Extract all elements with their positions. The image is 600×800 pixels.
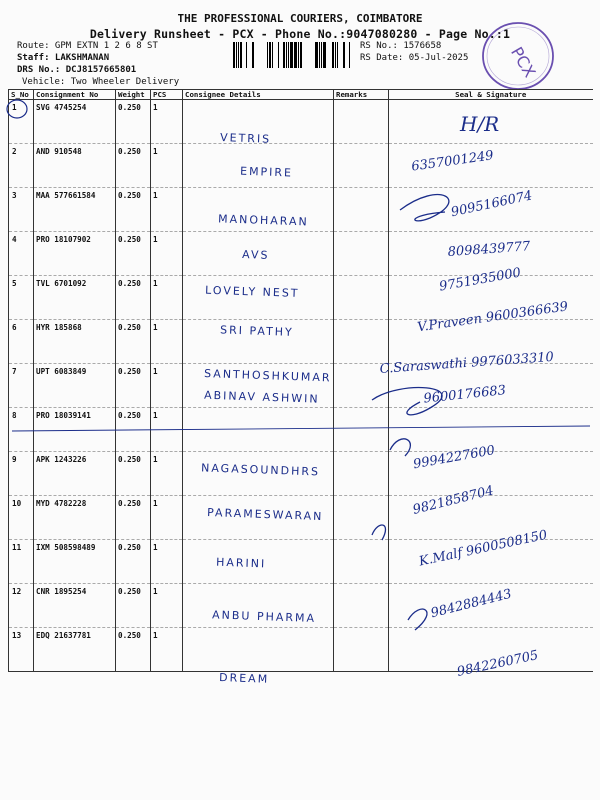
barcode-bar xyxy=(335,42,336,68)
handwritten-signature: H/R xyxy=(460,112,500,136)
col-signature: Seal & Signature xyxy=(389,90,593,100)
rs-date: RS Date: 05-Jul-2025 xyxy=(360,53,469,63)
cell-remarks xyxy=(334,188,389,232)
handwritten-consignee: HARINI xyxy=(215,555,267,571)
cell-consignment: MYD 4782228 xyxy=(34,496,116,540)
cell-sno: 11 xyxy=(9,540,34,584)
cell-sno: 12 xyxy=(9,584,34,628)
cell-weight: 0.250 xyxy=(116,540,151,584)
handwritten-signature: 9821858704 xyxy=(411,483,496,518)
handwritten-consignee: LOVELY NEST xyxy=(204,283,300,300)
cell-consignee xyxy=(183,584,334,628)
cell-signature xyxy=(389,320,593,364)
cell-sno: 6 xyxy=(9,320,34,364)
handwritten-consignee: SANTHOSHKUMAR xyxy=(203,367,332,385)
cell-remarks xyxy=(334,232,389,276)
barcode-bar xyxy=(349,42,350,68)
barcode-bar xyxy=(246,42,247,68)
handwritten-consignee: MANOHARAN xyxy=(217,212,309,229)
table-row xyxy=(9,100,593,144)
handwritten-consignee: ANBU PHARMA xyxy=(211,608,317,625)
cell-consignee xyxy=(183,320,334,364)
handwritten-signature: 9842260705 xyxy=(455,648,540,680)
table-row xyxy=(9,232,593,276)
table-row xyxy=(9,188,593,232)
stamp-text: PCX xyxy=(507,43,540,81)
cell-pcs: 1 xyxy=(151,540,183,584)
handwritten-consignee: ABINAV ASHWIN xyxy=(203,388,320,406)
cell-consignee xyxy=(183,496,334,540)
staff-info: Staff: LAKSHMANAN xyxy=(17,53,110,63)
cell-weight: 0.250 xyxy=(116,496,151,540)
barcode-bar xyxy=(283,42,285,68)
cell-consignment: HYR 185868 xyxy=(34,320,116,364)
handwritten-signature: C.Saraswathi 9976033310 xyxy=(379,349,555,377)
barcode-bar xyxy=(267,42,268,68)
cell-weight: 0.250 xyxy=(116,276,151,320)
col-remarks: Remarks xyxy=(334,90,389,100)
barcode-bar xyxy=(288,42,289,68)
drs-info: DRS No.: DCJ8157665801 xyxy=(17,65,137,75)
company-title: THE PROFESSIONAL COURIERS, COIMBATORE xyxy=(177,12,423,25)
cell-sno: 5 xyxy=(9,276,34,320)
cell-remarks xyxy=(334,584,389,628)
barcode-bar xyxy=(343,42,345,68)
cell-weight: 0.250 xyxy=(116,408,151,452)
barcode-bar xyxy=(300,42,302,68)
cell-consignee xyxy=(183,276,334,320)
cell-signature xyxy=(389,628,593,672)
barcode-bar xyxy=(290,42,293,68)
cell-pcs: 1 xyxy=(151,496,183,540)
handwritten-consignee: DREAM xyxy=(218,671,270,686)
barcode-bar xyxy=(252,42,254,68)
barcode-bar xyxy=(332,42,334,68)
handwritten-signature: V.Praveen 9600366639 xyxy=(416,299,569,336)
cell-signature xyxy=(389,144,593,188)
cell-consignment: PRO 18039141 xyxy=(34,408,116,452)
cell-consignee xyxy=(183,364,334,408)
barcode-bar xyxy=(238,42,239,68)
runsheet-table xyxy=(8,89,593,672)
barcode-image xyxy=(230,42,356,68)
rs-number: RS No.: 1576658 xyxy=(360,41,442,51)
cell-pcs: 1 xyxy=(151,232,183,276)
barcode-bar xyxy=(315,42,318,68)
cell-pcs: 1 xyxy=(151,364,183,408)
cell-consignment: IXM 508598489 xyxy=(34,540,116,584)
cell-signature xyxy=(389,452,593,496)
cell-sno: 10 xyxy=(9,496,34,540)
cell-weight: 0.250 xyxy=(116,628,151,672)
cell-sno: 8 xyxy=(9,408,34,452)
handwritten-signature: 9842884443 xyxy=(429,586,514,622)
cell-signature xyxy=(389,408,593,452)
table-row xyxy=(9,408,593,452)
cell-consignee xyxy=(183,628,334,672)
cell-weight: 0.250 xyxy=(116,320,151,364)
barcode-bar xyxy=(298,42,299,68)
cell-consignee xyxy=(183,188,334,232)
barcode-bar xyxy=(321,42,322,68)
cell-pcs: 1 xyxy=(151,628,183,672)
cell-remarks xyxy=(334,276,389,320)
handwritten-signature: 9600176683 xyxy=(422,383,507,407)
cell-signature xyxy=(389,100,593,144)
cell-weight: 0.250 xyxy=(116,100,151,144)
cell-weight: 0.250 xyxy=(116,188,151,232)
cell-consignee xyxy=(183,144,334,188)
col-consignment: Consignment No xyxy=(34,90,116,100)
handwritten-consignee: SRI PATHY xyxy=(219,323,294,339)
barcode-bar xyxy=(294,42,297,68)
col-sno: S_No xyxy=(9,90,34,100)
cell-remarks xyxy=(334,144,389,188)
cell-remarks xyxy=(334,408,389,452)
table-row xyxy=(9,364,593,408)
cell-consignee xyxy=(183,452,334,496)
cell-consignment: EDQ 21637781 xyxy=(34,628,116,672)
barcode-bar xyxy=(236,42,237,68)
barcode-bar xyxy=(269,42,271,68)
cell-pcs: 1 xyxy=(151,144,183,188)
cell-consignment: SVG 4745254 xyxy=(34,100,116,144)
cell-pcs: 1 xyxy=(151,452,183,496)
runsheet-subtitle: Delivery Runsheet - PCX - Phone No.:9047080280 - Page No.:1 xyxy=(89,27,511,41)
cell-remarks xyxy=(334,496,389,540)
cell-pcs: 1 xyxy=(151,276,183,320)
cell-signature xyxy=(389,188,593,232)
cell-pcs: 1 xyxy=(151,408,183,452)
cell-sno: 9 xyxy=(9,452,34,496)
col-pcs: PCS xyxy=(151,90,183,100)
table-row xyxy=(9,496,593,540)
col-weight: Weight xyxy=(116,90,151,100)
handwritten-signature: 6357001249 xyxy=(410,148,495,175)
cell-weight: 0.250 xyxy=(116,232,151,276)
cell-sno: 4 xyxy=(9,232,34,276)
table-header-row xyxy=(9,90,593,100)
handwritten-signature: K.Malf 9600508150 xyxy=(417,527,549,570)
cell-consignment: CNR 1895254 xyxy=(34,584,116,628)
table-row xyxy=(9,540,593,584)
cell-pcs: 1 xyxy=(151,100,183,144)
cell-pcs: 1 xyxy=(151,188,183,232)
barcode-bar xyxy=(240,42,242,68)
pcx-stamp xyxy=(480,20,556,92)
table-row xyxy=(9,144,593,188)
cell-signature xyxy=(389,496,593,540)
cell-signature xyxy=(389,232,593,276)
handwritten-signature: 9095166074 xyxy=(449,188,534,221)
handwritten-signature: 9751935000 xyxy=(438,265,523,295)
cell-consignment: PRO 18107902 xyxy=(34,232,116,276)
barcode-bar xyxy=(233,42,235,68)
barcode-bar xyxy=(323,42,326,68)
cell-consignment: TVL 6701092 xyxy=(34,276,116,320)
cell-pcs: 1 xyxy=(151,584,183,628)
handwritten-signature: 9994227600 xyxy=(412,443,497,473)
cell-sno: 13 xyxy=(9,628,34,672)
cell-sno: 7 xyxy=(9,364,34,408)
cell-sno: 3 xyxy=(9,188,34,232)
cell-sno: 2 xyxy=(9,144,34,188)
route-info: Route: GPM EXTN 1 2 6 8 ST xyxy=(17,41,158,51)
cell-consignment: APK 1243226 xyxy=(34,452,116,496)
table-row xyxy=(9,452,593,496)
cell-remarks xyxy=(334,100,389,144)
cell-consignee xyxy=(183,540,334,584)
table-row xyxy=(9,628,593,672)
cell-signature xyxy=(389,540,593,584)
cell-consignee xyxy=(183,232,334,276)
cell-remarks xyxy=(334,540,389,584)
cell-signature xyxy=(389,584,593,628)
cell-signature xyxy=(389,276,593,320)
handwritten-consignee: NAGASOUNDHRS xyxy=(200,461,321,479)
cell-remarks xyxy=(334,452,389,496)
cell-weight: 0.250 xyxy=(116,452,151,496)
barcode-bar xyxy=(286,42,287,68)
cell-remarks xyxy=(334,628,389,672)
handwritten-consignee: AVS xyxy=(241,248,270,262)
barcode-bar xyxy=(337,42,338,68)
cell-consignment: MAA 577661584 xyxy=(34,188,116,232)
handwritten-consignee: PARAMESWARAN xyxy=(206,506,324,524)
cell-signature xyxy=(389,364,593,408)
vehicle-info: Vehicle: Two Wheeler Delivery xyxy=(22,77,180,87)
cell-remarks xyxy=(334,364,389,408)
barcode-bar xyxy=(272,42,273,68)
cell-remarks xyxy=(334,320,389,364)
handwritten-consignee: EMPIRE xyxy=(239,164,294,180)
cell-weight: 0.250 xyxy=(116,144,151,188)
cell-consignee xyxy=(183,408,334,452)
col-consignee: Consignee Details xyxy=(183,90,334,100)
cell-consignee xyxy=(183,100,334,144)
cell-consignment: UPT 6083849 xyxy=(34,364,116,408)
barcode-bar xyxy=(319,42,320,68)
cell-consignment: AND 910548 xyxy=(34,144,116,188)
cell-weight: 0.250 xyxy=(116,364,151,408)
handwritten-signature: 8098439777 xyxy=(447,239,531,260)
cell-pcs: 1 xyxy=(151,320,183,364)
handwritten-consignee: VETRIS xyxy=(219,131,272,146)
cell-weight: 0.250 xyxy=(116,584,151,628)
table-row xyxy=(9,584,593,628)
cell-sno: 1 xyxy=(9,100,34,144)
table-row xyxy=(9,276,593,320)
barcode-bar xyxy=(278,42,279,68)
table-row xyxy=(9,320,593,364)
